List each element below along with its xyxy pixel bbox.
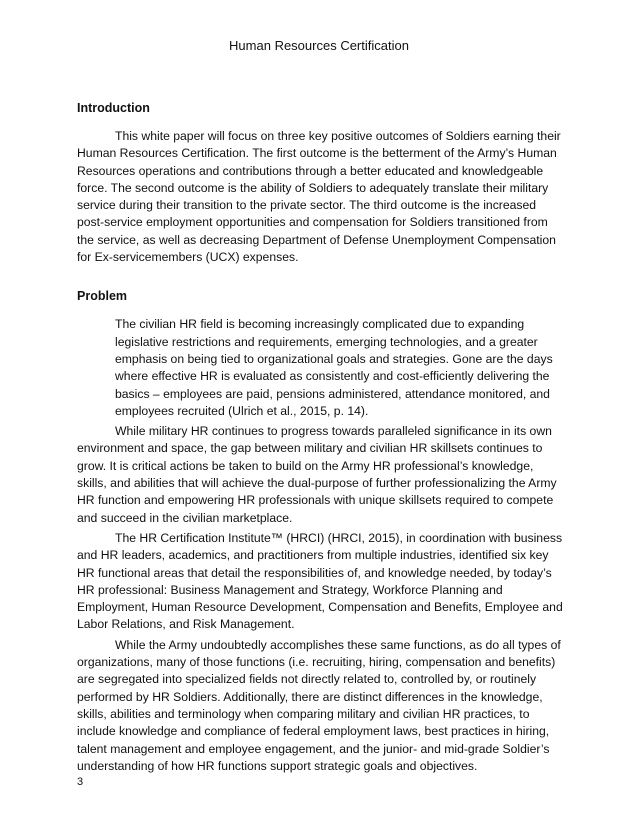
block-quote: The civilian HR field is becoming increasingly complicated due to expanding legislative restrictions and requirements, emerging technologies, and a greater emphasis on being tied to organizational goals and strategies. Gone are the days where effective HR is evaluated as consistently and cost-efficiently delivering the basics – employees are paid, pensions administered, attendance monitored, and employees recruited (Ulrich et al., 2015, p. 14). bbox=[115, 317, 553, 418]
problem-paragraph-2: The HR Certification Institute™ (HRCI) (HRCI, 2015), in coordination with business and HR leaders, academics, and practitioners from multiple industries, identified six key HR functional areas that detail the responsibilities of, and knowledge needed, by today’s HR professional: Business Management and Strategy, Workforce Planning and Employment, Human Resource Development, Compensation and Benefits, Employee and Labor Relations, and Risk Management. bbox=[77, 530, 563, 632]
document-body bbox=[77, 100, 563, 775]
introduction-paragraph: This white paper will focus on three key positive outcomes of Soldiers earning their Human Resources Certification. The first outcome is the betterment of the Army’s Human Resources operations and contributions through a better educated and knowledgeable force. The second outcome is the ability of Soldiers to adequately translate their military service during their transition to the private sector. The third outcome is the increased post-service employment opportunities and compensation for Soldiers transitioned from the service, as well as decreasing Department of Defense Unemployment Compensation for Ex-servicemembers (UCX) expenses. bbox=[77, 129, 561, 265]
introduction-heading: Introduction bbox=[77, 101, 150, 115]
problem-heading: Problem bbox=[77, 289, 128, 304]
problem-paragraph-1: While military HR continues to progress towards paralleled significance in its own environment and space, the gap between military and civilian HR skillsets continues to grow. It is critical actions be taken to build on the Army HR professional’s knowledge, skills, and abilities that will achieve the dual-purpose of further professionalizing the Army HR function and empowering HR professionals with unique skillsets required to compete and succeed in the civilian marketplace. bbox=[77, 424, 557, 525]
page-number: 3 bbox=[77, 776, 84, 788]
problem-paragraph-3: While the Army undoubtedly accomplishes these same functions, as do all types of organizations, many of those functions (i.e. recruiting, hiring, compensation and benefits) are segregated into specialized fields not directly related to, controlled by, or routinely performed by HR Soldiers. Additionally, there are distinct differences in the knowledge, skills, abilities and terminology when comparing military and civilian HR practices, to include knowledge and compliance of federal employment laws, best practices in hiring, talent management and employee engagement, and the junior- and mid-grade Soldier’s understanding of how HR functions support strategic goals and objectives. bbox=[77, 637, 561, 773]
running-header: Human Resources Certification bbox=[229, 38, 409, 53]
